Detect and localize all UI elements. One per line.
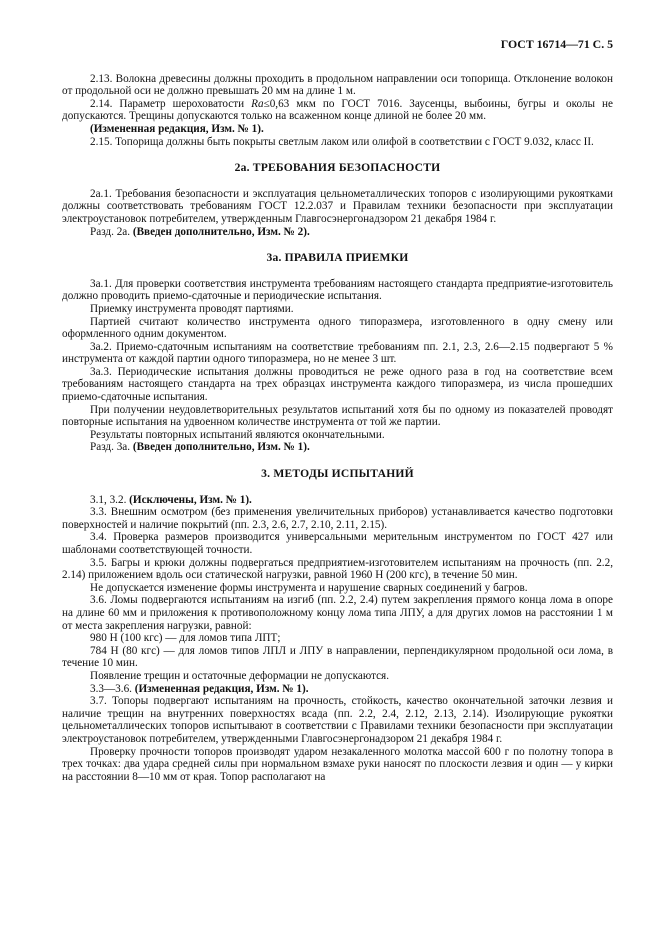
text-run-bold: (Введен дополнительно, Изм. № 2). (132, 225, 310, 238)
ra-symbol: Ra (251, 97, 264, 110)
paragraph-2-15: 2.15. Топорища должны быть покрыты светлым лаком или олифой в соответствии с ГОСТ 9.032, класс II. (90, 135, 594, 148)
paragraph-3-5: 3.5. Багры и крюки должны подвергаться предприятием-изготовителем испытаниям на прочность (пп. 2.2, 2.14) приложением вдоль оси статической нагрузки, равной 1960 Н (200 кгс), в течение 50 мин. (62, 556, 613, 582)
paragraph-3a-1: 3а.1. Для проверки соответствия инструмента требованиям настоящего стандарта предприятие-изготовитель должно проводить приемо-сдаточные и периодические испытания. (62, 277, 613, 303)
paragraph-3-7: 3.7. Топоры подвергают испытаниям на прочность, стойкость, качество окончательной заточки лезвия и наличие трещин на внутренних поверхностях всада (пп. 2.2, 2.4, 2.12, 2.13, 2.14). Изолирующие рукоятки цельнометаллических топоров испытывают в соответствии с Правилами техники безопасности при эксплуатации электроустановок потребителем, утвержденными Главгосэнергонадзором 21 декабря 1984 г. (62, 695, 613, 745)
revision-note: (Измененная редакция, Изм. № 1). (90, 122, 264, 135)
page-header: ГОСТ 16714—71 С. 5 (500, 37, 613, 51)
paragraph-3-6b: 980 Н (100 кгс) — для ломов типа ЛПТ; (90, 632, 281, 645)
paragraph-3-5b: Не допускается изменение формы инструмента и нарушение сварных соединений у багров. (90, 581, 528, 594)
paragraph-3-6: 3.6. Ломы подвергаются испытаниям на изгиб (пп. 2.2, 2.4) путем закрепления прямого конца лома в опоре на длине 60 мм и приложения к противоположному концу лома типа ЛПУ, а для других ломов на расстоянии 1 м от места закрепления нагрузки, равной: (62, 594, 613, 632)
text-run: ≤0,63 мкм по ГОСТ 7016. Заусенцы, выбоины, бугры и околы не допускаются. Трещины допускаются только на всаженном конце длиной не более 20 мм. (62, 97, 613, 123)
paragraph-2-13: 2.13. Волокна древесины должны проходить в продольном направлении оси топорища. Отклонение волокон от продольной оси не должно превышать 20 мм на длине 1 м. (62, 72, 613, 98)
text-run-bold: (Введен дополнительно, Изм. № 1). (132, 441, 310, 454)
paragraph-2-14 (62, 98, 613, 123)
text-run: 3.1, 3.2. (90, 493, 130, 506)
paragraph-3a-1b: Приемку инструмента проводят партиями. (90, 302, 294, 315)
paragraph-2a-1: 2а.1. Требования безопасности и эксплуатация цельнометаллических топоров с изолирующими рукоятками должны соответствовать требованиям ГОСТ 12.2.037 и Правилам техники безопасности при эксплуатации электроустановок потребителем, утвержденным Главгосэнергонадзором 21 декабря 1984 г. (62, 187, 613, 225)
section-note-3a (62, 441, 613, 454)
text-run-bold: (Исключены, Изм. № 1). (129, 493, 252, 506)
paragraph-3a-3b: При получении неудовлетворительных результатов испытаний хотя бы по одному из показателей проводят повторные испытания на удвоенном количестве инструмента от той же партии. (62, 403, 613, 429)
paragraph-3-4: 3.4. Проверка размеров производится универсальными мерительным инструментом по ГОСТ 427 или шаблонами соответствующей точности. (62, 531, 613, 556)
paragraph-3-6c: 784 Н (80 кгс) — для ломов типов ЛПЛ и ЛПУ в направлении, перпендикулярном продольной оси лома, в течение 10 мин. (62, 644, 613, 670)
text-run: 3.3—3.6. (90, 682, 135, 695)
text-run-bold: (Измененная редакция, Изм. № 1). (134, 682, 309, 695)
paragraph-3-7b: Проверку прочности топоров производят ударом незакаленного молотка массой 600 г по полотну топора в трех точках: два удара средней силы при нормальном взмахе руки наносят по плоскости лезвия и один — у кирки на расстоянии 8—10 мм от края. Топор располагают на (62, 745, 613, 783)
paragraph-3a-1c: Партией считают количество инструмента одного типоразмера, изготовленного в одну смену или оформленного одним документом. (62, 315, 613, 341)
revision-note-3-3-3-6 (62, 683, 613, 696)
paragraph-3a-3: 3а.3. Периодические испытания должны проводиться не реже одного раза в год на соответствие всем требованиям настоящего стандарта на трех образцах инструмента каждого типоразмера, из числа прошедших приемо-сдаточные испытания. (62, 365, 613, 404)
text-run: Разд. 3а. (90, 441, 133, 454)
paragraph-3a-2: 3а.2. Приемо-сдаточным испытаниям на соответствие требованиям пп. 2.1, 2.3, 2.6—2.15 подвергают 5 % инструмента от каждой партии одного типоразмера, но не менее 3 шт. (62, 340, 613, 366)
paragraph-3-6d: Появление трещин и остаточные деформации не допускаются. (90, 669, 390, 682)
paragraph-3a-3c: Результаты повторных испытаний являются окончательными. (90, 428, 385, 441)
paragraph-3-3: 3.3. Внешним осмотром (без применения увеличительных приборов) устанавливается качество подготовки поверхностей и наличие покрытий (пп. 2.3, 2.6, 2.7, 2.10, 2.11, 2.15). (62, 506, 613, 531)
section-heading-3a: 3а. ПРАВИЛА ПРИЕМКИ (266, 251, 409, 265)
section-heading-3: 3. МЕТОДЫ ИСПЫТАНИЙ (261, 467, 414, 481)
text-run: Разд. 2а. (90, 225, 133, 238)
section-note-2a (62, 226, 613, 239)
section-heading-2a: 2а. ТРЕБОВАНИЯ БЕЗОПАСНОСТИ (234, 161, 441, 175)
paragraph-3-1 (62, 494, 613, 507)
text-run: 2.14. Параметр шероховатости (90, 97, 252, 110)
